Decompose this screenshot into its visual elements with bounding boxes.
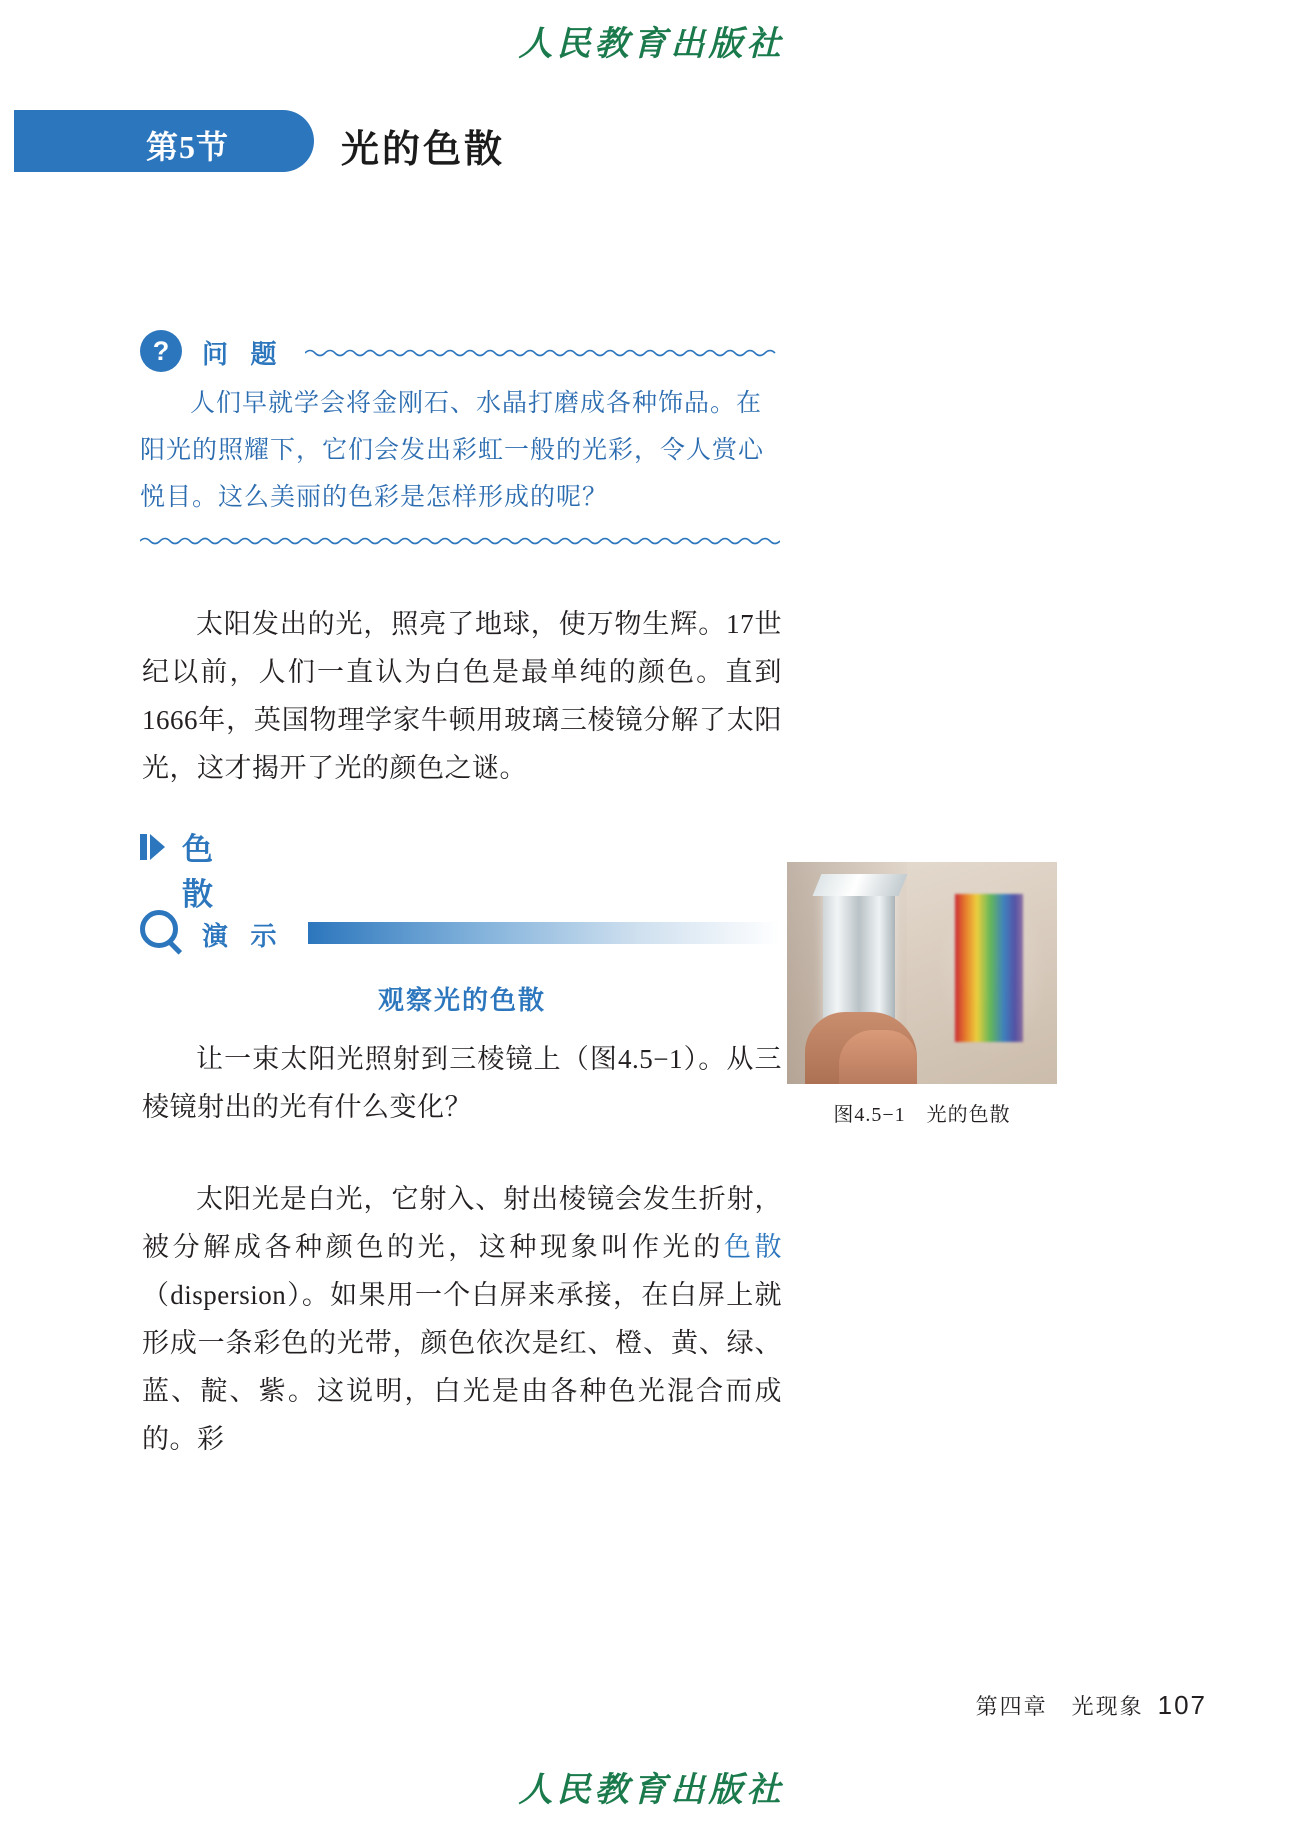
- figure-image: [787, 862, 1057, 1084]
- subsection-heading-label: 色散: [182, 832, 216, 912]
- keyword-dispersion: 色散: [723, 1232, 782, 1262]
- question-box-title: 问 题: [202, 340, 285, 369]
- figure-caption: 图4.5−1 光的色散: [833, 1104, 1011, 1126]
- main-paragraph-part2: （dispersion）。如果用一个白屏来承接，在白屏上就形成一条彩色的光带，颜色依次是红、橙、黄、绿、蓝、靛、紫。这说明，白光是由各种色光混合而成的。彩: [142, 1280, 782, 1454]
- section-header: [14, 110, 634, 172]
- page-title: 光的色散: [341, 129, 506, 171]
- double-bar-triangle-icon: [140, 834, 166, 860]
- demo-title: 观察光的色散: [377, 986, 546, 1015]
- demo-header: [140, 910, 780, 960]
- demo-label: 演 示: [202, 922, 285, 951]
- wavy-divider-bottom-icon: [140, 536, 780, 546]
- question-mark-icon: ?: [140, 330, 182, 372]
- intro-paragraph: 太阳发出的光，照亮了地球，使万物生辉。17世纪以前，人们一直认为白色是最单纯的颜色。直到1666年，英国物理学家牛顿用玻璃三棱镜分解了太阳光，这才揭开了光的颜色之谜。: [142, 609, 782, 783]
- spectrum-band: [955, 894, 1023, 1042]
- demo-paragraph: 让一束太阳光照射到三棱镜上（图4.5−1）。从三棱镜射出的光有什么变化？: [142, 1044, 782, 1122]
- hand-thumb-shape: [839, 1030, 917, 1084]
- main-paragraph-part1: 太阳光是白光，它射入、射出棱镜会发生折射，被分解成各种颜色的光，这种现象叫作光的: [142, 1184, 782, 1262]
- figure-dispersion: [787, 862, 1057, 1126]
- main-paragraph: [142, 1175, 782, 1463]
- publisher-mark-bottom: 人民教育出版社: [518, 1772, 785, 1809]
- demo-gradient-bar: [308, 922, 780, 944]
- page-number: 107: [1157, 1690, 1207, 1720]
- question-box: [140, 330, 780, 511]
- page-footer: [0, 1690, 1303, 1721]
- question-box-header: [140, 330, 780, 374]
- question-box-text: 人们早就学会将金刚石、水晶打磨成各种饰品。在阳光的照耀下，它们会发出彩虹一般的光彩，令人赏心悦目。这么美丽的色彩是怎样形成的呢？: [140, 390, 765, 511]
- footer-chapter: 第四章 光现象: [975, 1694, 1144, 1719]
- wavy-divider-top-icon: [305, 348, 780, 358]
- magnifier-icon: [140, 910, 186, 956]
- publisher-mark-top: 人民教育出版社: [518, 26, 785, 63]
- section-number-label: 第5节: [146, 129, 230, 165]
- prism-top-face: [813, 874, 908, 896]
